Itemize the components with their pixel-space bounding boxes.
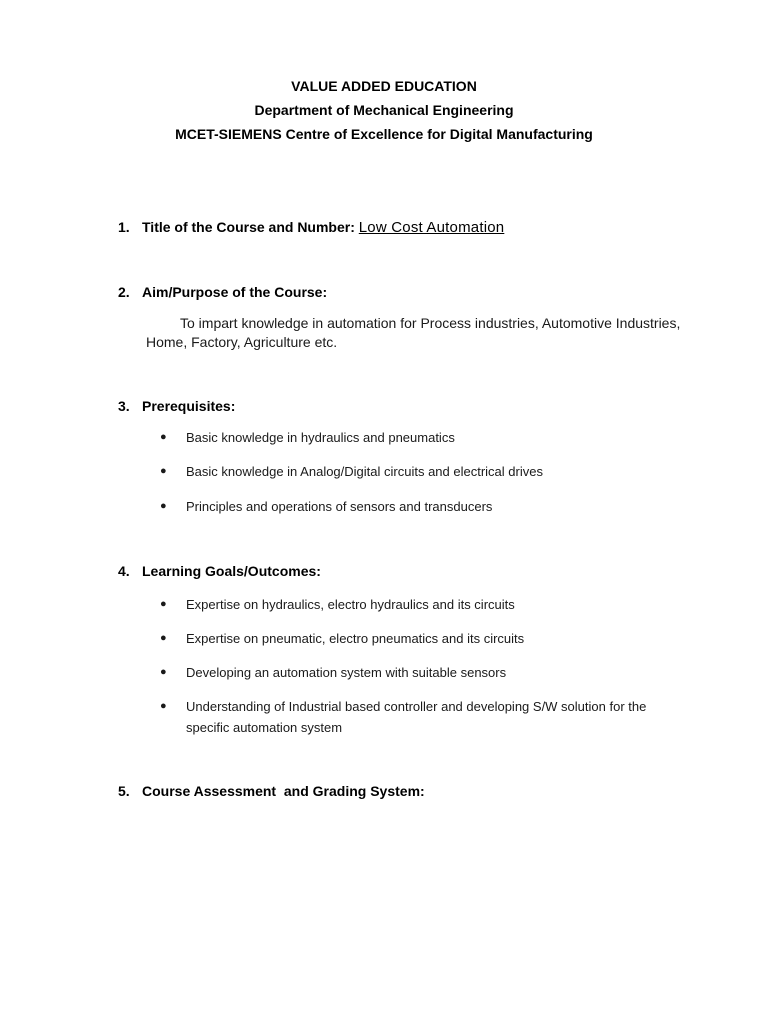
section-1-heading	[118, 218, 504, 237]
header-department: Department of Mechanical Engineering	[254, 102, 514, 118]
section-3-title: Prerequisites:	[142, 398, 236, 414]
learning-goal-item: ● Expertise on hydraulics, electro hydraulics and its circuits	[160, 594, 690, 615]
aim-text: To impart knowledge in automation for Process industries, Automotive Industries, Home, Factory, Agriculture etc.	[146, 315, 681, 350]
section-1-number: 1.	[118, 219, 130, 235]
header-title: VALUE ADDED EDUCATION	[291, 78, 477, 94]
aim-paragraph	[146, 314, 686, 352]
section-5-heading	[118, 782, 425, 800]
prerequisite-item: ● Basic knowledge in hydraulics and pneumatics	[160, 427, 690, 448]
section-2-title: Aim/Purpose of the Course:	[142, 284, 328, 300]
bullet-icon: ●	[160, 500, 167, 512]
prerequisite-item: ● Principles and operations of sensors and transducers	[160, 496, 690, 517]
section-5-title: Course Assessment and Grading System:	[142, 783, 425, 799]
learning-goal-item: ● Developing an automation system with suitable sensors	[160, 662, 690, 683]
bullet-icon: ●	[160, 465, 167, 477]
section-5-number: 5.	[118, 783, 130, 799]
header-centre: MCET-SIEMENS Centre of Excellence for Digital Manufacturing	[175, 126, 593, 142]
learning-goal-item: ● Understanding of Industrial based controller and developing S/W solution for the specific automation system	[160, 696, 690, 738]
bullet-icon: ●	[160, 431, 167, 443]
section-4-title: Learning Goals/Outcomes:	[142, 563, 321, 579]
section-2-heading	[118, 283, 327, 301]
course-name: Low Cost Automation	[358, 219, 505, 236]
section-4-heading	[118, 562, 321, 580]
bullet-icon: ●	[160, 598, 167, 610]
section-2-number: 2.	[118, 284, 130, 300]
bullet-icon: ●	[160, 700, 167, 712]
section-4-number: 4.	[118, 563, 130, 579]
prerequisite-item: ● Basic knowledge in Analog/Digital circuits and electrical drives	[160, 461, 690, 482]
section-3-heading	[118, 397, 235, 415]
bullet-icon: ●	[160, 666, 167, 678]
bullet-icon: ●	[160, 632, 167, 644]
learning-goal-item: ● Expertise on pneumatic, electro pneumatics and its circuits	[160, 628, 690, 649]
section-3-number: 3.	[118, 398, 130, 414]
section-1-title: Title of the Course and Number:	[142, 219, 355, 235]
